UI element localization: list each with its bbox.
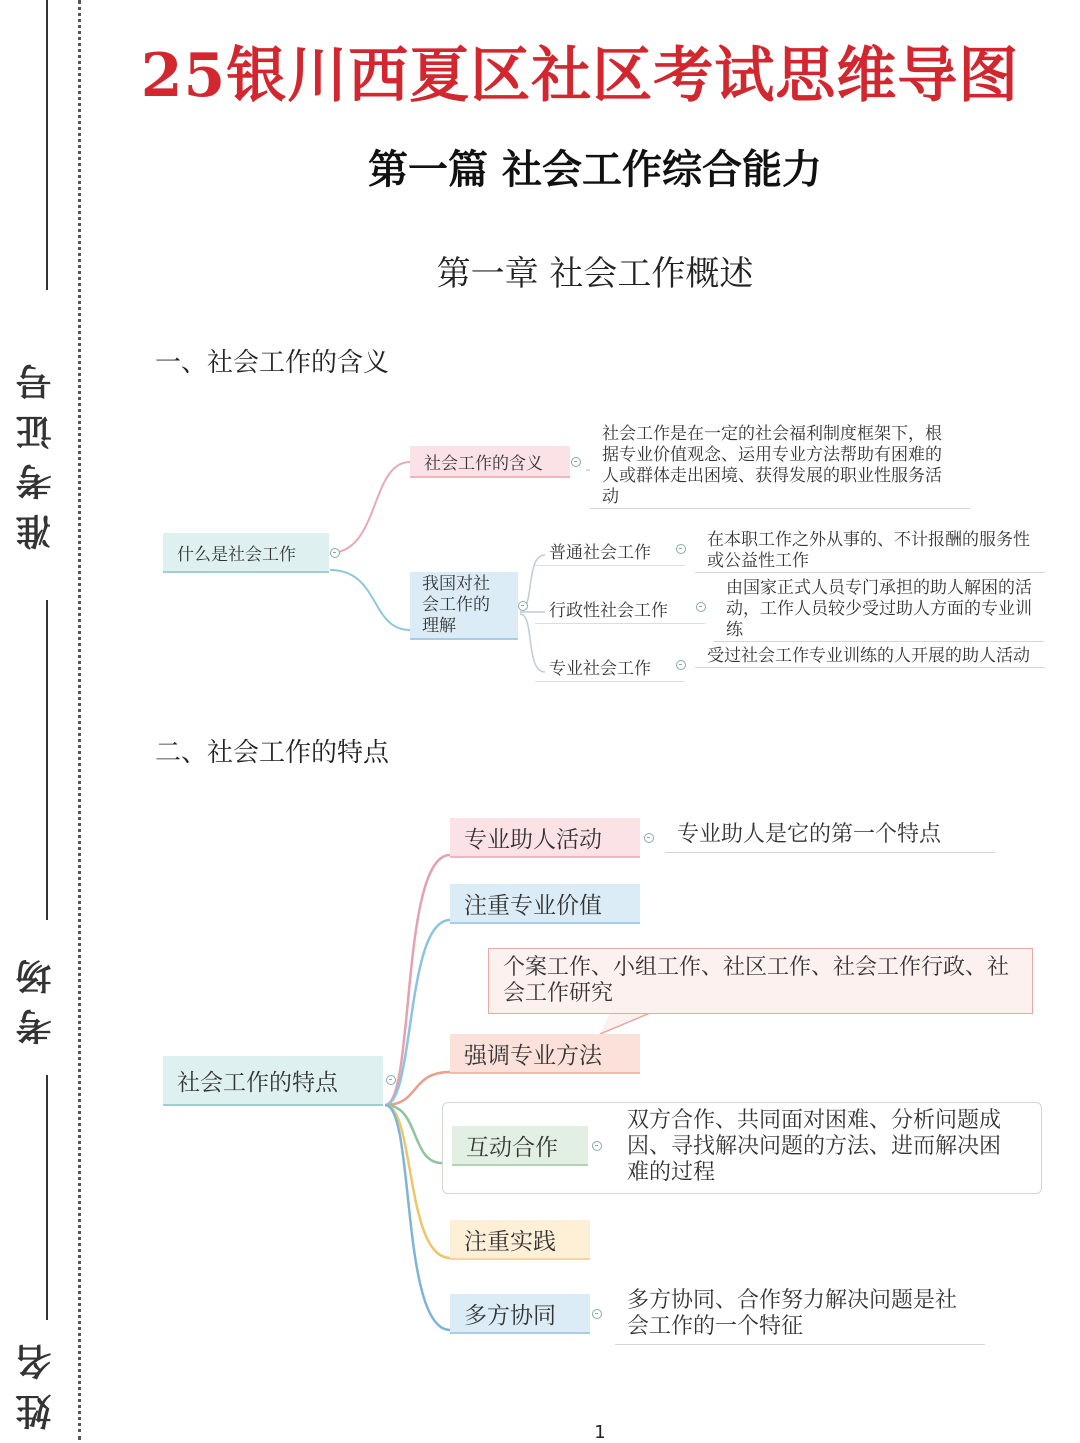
feature-professional-help[interactable]: [450, 818, 640, 858]
node-label: 社会工作的特点: [177, 1069, 338, 1096]
collapse-icon[interactable]: [644, 833, 654, 843]
exam-id-label: 准考证号: [15, 350, 57, 550]
collapse-icon[interactable]: [592, 1141, 602, 1151]
collapse-icon[interactable]: [571, 457, 581, 467]
node-label: 普通社会工作: [549, 543, 651, 563]
node-label: 专业社会工作: [549, 659, 651, 679]
feature-professional-values[interactable]: [450, 884, 640, 924]
page-number: 1: [594, 1422, 606, 1443]
chapter-title: 第一章 社会工作概述: [436, 254, 754, 294]
part-title: 第一篇 社会工作综合能力: [368, 147, 822, 193]
leaf-multi-collaboration: 多方协同、合作努力解决问题是社会工作的一个特征: [615, 1288, 985, 1345]
collapse-icon[interactable]: [676, 544, 686, 554]
collapse-icon[interactable]: [386, 1075, 396, 1085]
node-label: 注重实践: [464, 1228, 556, 1255]
callout-professional-methods: 个案工作、小组工作、社区工作、社会工作行政、社会工作研究: [488, 948, 1033, 1014]
node-meaning[interactable]: [410, 446, 570, 478]
section-heading-features: 二、社会工作的特点: [155, 738, 390, 768]
node-professional-social-work[interactable]: [535, 652, 685, 682]
node-ordinary-social-work[interactable]: [535, 536, 685, 566]
mindmap-root-features[interactable]: [163, 1056, 383, 1106]
node-label: 注重专业价值: [464, 892, 602, 919]
feature-interaction-cooperation[interactable]: [452, 1126, 588, 1166]
node-label: 社会工作的含义: [424, 453, 543, 474]
name-label: 姓名: [15, 1330, 57, 1430]
node-china-understanding[interactable]: [410, 572, 518, 640]
node-label: 我国对社会工作的理解: [422, 573, 490, 636]
feature-professional-methods[interactable]: [450, 1034, 640, 1074]
collapse-icon[interactable]: [592, 1309, 602, 1319]
collapse-icon[interactable]: [330, 548, 340, 558]
leaf-ordinary-definition: 在本职工作之外从事的、不计报酬的服务性或公益性工作: [695, 530, 1045, 573]
collapse-icon[interactable]: [676, 660, 686, 670]
node-label: 什么是社会工作: [177, 544, 296, 565]
leaf-professional-help: 专业助人是它的第一个特点: [665, 822, 995, 853]
collapse-icon[interactable]: [696, 602, 706, 612]
node-label: 专业助人活动: [464, 826, 602, 853]
page-title: 25银川西夏区社区考试思维导图: [140, 41, 1020, 111]
node-label: 强调专业方法: [464, 1042, 602, 1069]
node-label: 互动合作: [466, 1134, 558, 1161]
leaf-meaning-definition: 社会工作是在一定的社会福利制度框架下，根据专业价值观念、运用专业方法帮助有困难的人或群体走出困境、获得发展的职业性服务活动: [590, 424, 970, 509]
node-administrative-social-work[interactable]: [535, 594, 705, 624]
leaf-administrative-definition: 由国家正式人员专门承担的助人解困的活动，工作人员较少受过助人方面的专业训练: [714, 578, 1044, 642]
section-heading-meaning: 一、社会工作的含义: [155, 348, 390, 378]
mindmap-root-what-is-social-work[interactable]: [163, 533, 329, 573]
feature-practice[interactable]: [450, 1220, 590, 1260]
leaf-interaction-cooperation: 双方合作、共同面对困难、分析问题成因、寻找解决问题的方法、进而解决困难的过程: [627, 1108, 1002, 1185]
feature-multi-collaboration[interactable]: [450, 1294, 590, 1334]
node-label: 多方协同: [464, 1302, 556, 1329]
leaf-professional-definition: 受过社会工作专业训练的人开展的助人活动: [695, 646, 1045, 668]
exam-room-label: 考场: [15, 945, 57, 1045]
node-label: 行政性社会工作: [549, 601, 668, 621]
collapse-icon[interactable]: [518, 601, 528, 611]
